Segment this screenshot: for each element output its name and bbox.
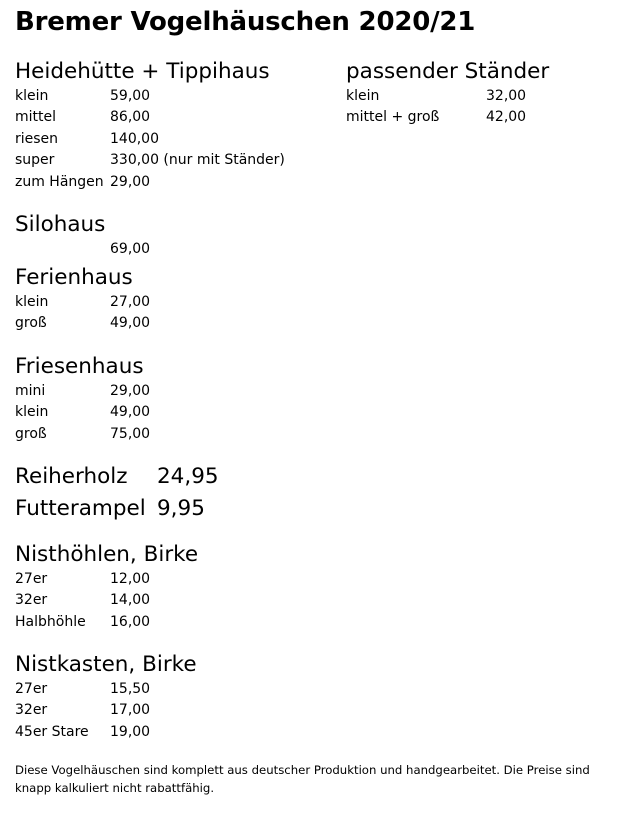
price-row — [15, 424, 335, 445]
price-row — [15, 700, 335, 721]
item-price: 49,00 — [110, 315, 151, 332]
section-heading: Nisthöhlen, Birke — [15, 542, 199, 567]
section-nisthoehlen — [15, 541, 335, 633]
price-row — [15, 612, 335, 633]
item-label: mittel + groß — [346, 109, 440, 126]
item-label: groß — [15, 425, 47, 442]
price-row — [15, 313, 335, 334]
section-heidehuette — [15, 58, 335, 193]
price-row — [15, 679, 335, 700]
section-ferienhaus — [15, 264, 335, 335]
section-heading: passender Ständer — [346, 59, 550, 84]
item-price: 16,00 — [110, 613, 151, 630]
item-label: klein — [15, 404, 49, 421]
price-row — [346, 86, 606, 107]
item-price: 59,00 — [110, 88, 151, 104]
price-row — [15, 150, 335, 171]
page-title: Bremer Vogelhäuschen 2020/21 — [15, 7, 476, 37]
big-price-row — [15, 461, 335, 493]
section-heading: Silohaus — [15, 212, 106, 237]
item-price: 17,00 — [110, 702, 151, 719]
price-row — [15, 86, 335, 107]
item-label: klein — [346, 88, 380, 104]
item-label: Futterampel — [15, 496, 146, 521]
price-row — [15, 569, 335, 590]
item-label: mittel — [15, 109, 57, 126]
item-price: 29,00 — [110, 173, 151, 190]
price-row — [15, 107, 335, 128]
item-price: 75,00 — [110, 425, 151, 442]
item-price: 32,00 — [486, 88, 527, 104]
price-row — [15, 292, 335, 313]
item-label: groß — [15, 315, 47, 332]
item-label: Halbhöhle — [15, 613, 86, 630]
item-price: 14,00 — [110, 592, 151, 609]
item-price: 42,00 — [486, 109, 527, 126]
item-label: super — [15, 152, 55, 169]
item-label: mini — [15, 383, 46, 399]
item-price: 330,00 (nur mit Ständer) — [110, 152, 285, 169]
price-row — [15, 590, 335, 611]
section-heading: Heidehütte + Tippihaus — [15, 59, 270, 84]
section-heading: Ferienhaus — [15, 265, 133, 290]
item-label: 32er — [15, 702, 48, 719]
price-row — [15, 402, 335, 423]
section-single-items — [15, 461, 335, 525]
item-label: Reiherholz — [15, 464, 128, 489]
item-label: zum Hängen — [15, 173, 104, 190]
item-label: 27er — [15, 681, 48, 697]
item-price: 9,95 — [157, 496, 205, 521]
section-nistkasten — [15, 651, 335, 743]
item-price: 12,00 — [110, 571, 151, 587]
item-price: 29,00 — [110, 383, 151, 399]
item-price: 86,00 — [110, 109, 151, 126]
price-row — [15, 239, 335, 260]
item-label: 27er — [15, 571, 48, 587]
item-price: 24,95 — [157, 464, 219, 489]
item-label: 32er — [15, 592, 48, 609]
price-row — [15, 381, 335, 402]
price-row — [15, 129, 335, 150]
section-heading: Friesenhaus — [15, 354, 144, 379]
item-price: 15,50 — [110, 681, 151, 697]
section-friesenhaus — [15, 353, 335, 445]
item-label: klein — [15, 88, 49, 104]
price-row — [15, 172, 335, 193]
item-label: klein — [15, 294, 49, 310]
item-price: 140,00 — [110, 130, 159, 147]
item-label: 45er Stare — [15, 723, 89, 740]
item-price: 69,00 — [110, 241, 151, 257]
item-price: 19,00 — [110, 723, 151, 740]
section-silohaus — [15, 211, 335, 260]
footer-note: Diese Vogelhäuschen sind komplett aus deutscher Produktion und handgearbeitet. Die Preise sind knapp kalkuliert nicht rabattfähig. — [15, 763, 590, 795]
item-price: 49,00 — [110, 404, 151, 421]
section-heading: Nistkasten, Birke — [15, 652, 197, 677]
item-label: riesen — [15, 130, 59, 147]
price-row — [346, 107, 606, 128]
item-price: 27,00 — [110, 294, 151, 310]
price-row — [15, 722, 335, 743]
section-staender — [346, 58, 606, 129]
big-price-row — [15, 493, 335, 525]
